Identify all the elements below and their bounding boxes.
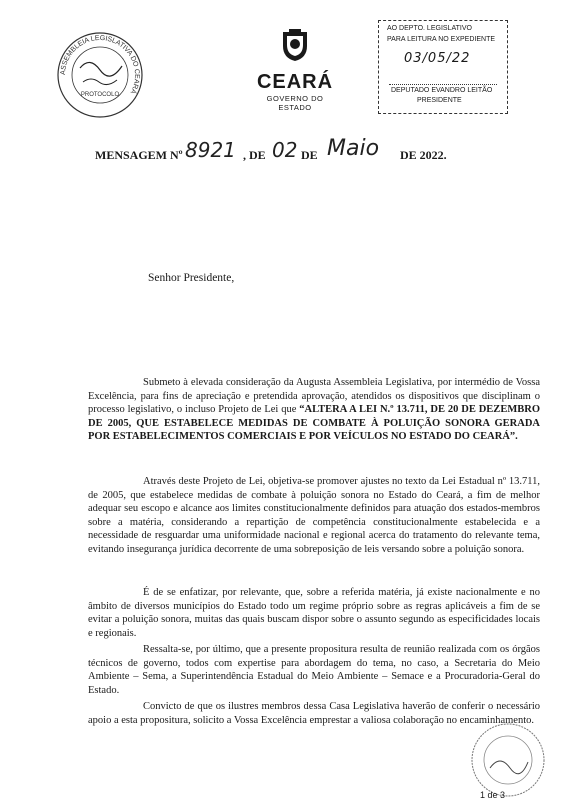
- message-prefix: MENSAGEM Nº: [95, 148, 183, 162]
- coat-of-arms-icon: [279, 28, 311, 62]
- message-day: 02: [272, 138, 298, 162]
- dispatch-stamp: [378, 20, 508, 114]
- state-logo: [250, 28, 340, 112]
- state-name: CEARÁ: [256, 71, 334, 93]
- paragraph-2: [88, 475, 540, 557]
- message-heading: [95, 136, 475, 170]
- stamp-signature-line: [389, 84, 497, 85]
- bill-title: “ALTERA A LEI N.º 13.711, DE 20 DE DEZEMBRO DE 2005, QUE ESTABELECE MEDIDAS DE COMBATE À POLUIÇÃO SONORA GERADA POR ESTABELECIMENTOS COMERCIAIS E POR VEÍCULOS NO ESTADO DO CEARÁ”.: [88, 404, 540, 443]
- message-number: 8921: [185, 138, 236, 162]
- seal-ring-text: ASSEMBLEIA LEGISLATIVA DO CEARÁ: [59, 34, 141, 95]
- paragraph-5-text: Convicto de que os ilustres membros dessa Casa Legislativa haverão de conferir o necessário apoio a esta propositura, solicito a Vossa Excelência emprestar a valiosa colaboração no encaminhamento.: [88, 701, 540, 726]
- stamp-line-4: PRESIDENTE: [417, 97, 462, 104]
- stamp-line-3: DEPUTADO EVANDRO LEITÃO: [391, 87, 493, 94]
- protocol-seal: [55, 30, 145, 120]
- paragraph-1: [88, 376, 540, 444]
- paragraph-3: [88, 586, 540, 640]
- page-number: 1 de 3: [480, 790, 506, 800]
- greeting: Senhor Presidente,: [148, 272, 235, 284]
- government-label: GOVERNO DO ESTADO: [266, 94, 324, 112]
- paragraph-3-text: É de se enfatizar, por relevante, que, sobre a referida matéria, já existe nacionalmente e no âmbito de diversos municípios do Estado todo um regime próprio sobre as regras aplicáveis a fim de se evitar a poluição sonora, muitas das quais buscam dispor sobre o assunto segundo as especificidades locais e regionais.: [88, 587, 540, 639]
- seal-inner-text: PROTOCOLO: [80, 92, 120, 98]
- paragraph-4-text: Ressalta-se, por último, que a presente propositura resulta de reunião realizada com os órgãos técnicos de governo, todos com expertise para abordagem do tema, no caso, a Secretaria do Meio Ambiente – Sema, a Superintendência Estadual do Meio Ambiente – Semace e a Procuradoria-Geral do Estado.: [88, 644, 540, 696]
- paragraph-1-text: Submeto à elevada consideração da Augusta Assembleia Legislativa, por intermédio de Vossa Excelência, para fins de apreciação e pretendida aprovação, atendidos os dispositivos que disciplinam o processo legislativo, o incluso Projeto de Lei que: [88, 377, 540, 416]
- message-de-2: DE: [301, 148, 318, 162]
- stamp-line-2: PARA LEITURA NO EXPEDIENTE: [387, 36, 496, 43]
- message-de-1: , DE: [243, 148, 266, 162]
- message-month: Maio: [327, 136, 380, 161]
- paragraph-4: [88, 643, 540, 697]
- message-year: DE 2022.: [400, 148, 447, 162]
- paragraph-2-text: Através deste Projeto de Lei, objetiva-se promover ajustes no texto da Lei Estadual nº 13.711, de 2005, que estabelece medidas de combate à poluição sonora no Estado do Ceará, a fim de melhor adequar seu escopo e alcance aos limites constitucionalmente definidos para atuação dos estados-membros sobre a matéria, considerando a repartição de competência constitucionalmente estabelecida e a necessidade de resguardar uma uniformidade nacional e regional acerca do tratamento do relevante tema, evitando insegurança jurídica decorrente de uma sobreposição de leis versando sobre a poluição sonora.: [88, 476, 540, 555]
- protocol-seal-bottom: [468, 720, 548, 800]
- stamp-date: 03/05/22: [404, 51, 471, 66]
- stamp-line-1: AO DEPTO. LEGISLATIVO: [387, 25, 472, 32]
